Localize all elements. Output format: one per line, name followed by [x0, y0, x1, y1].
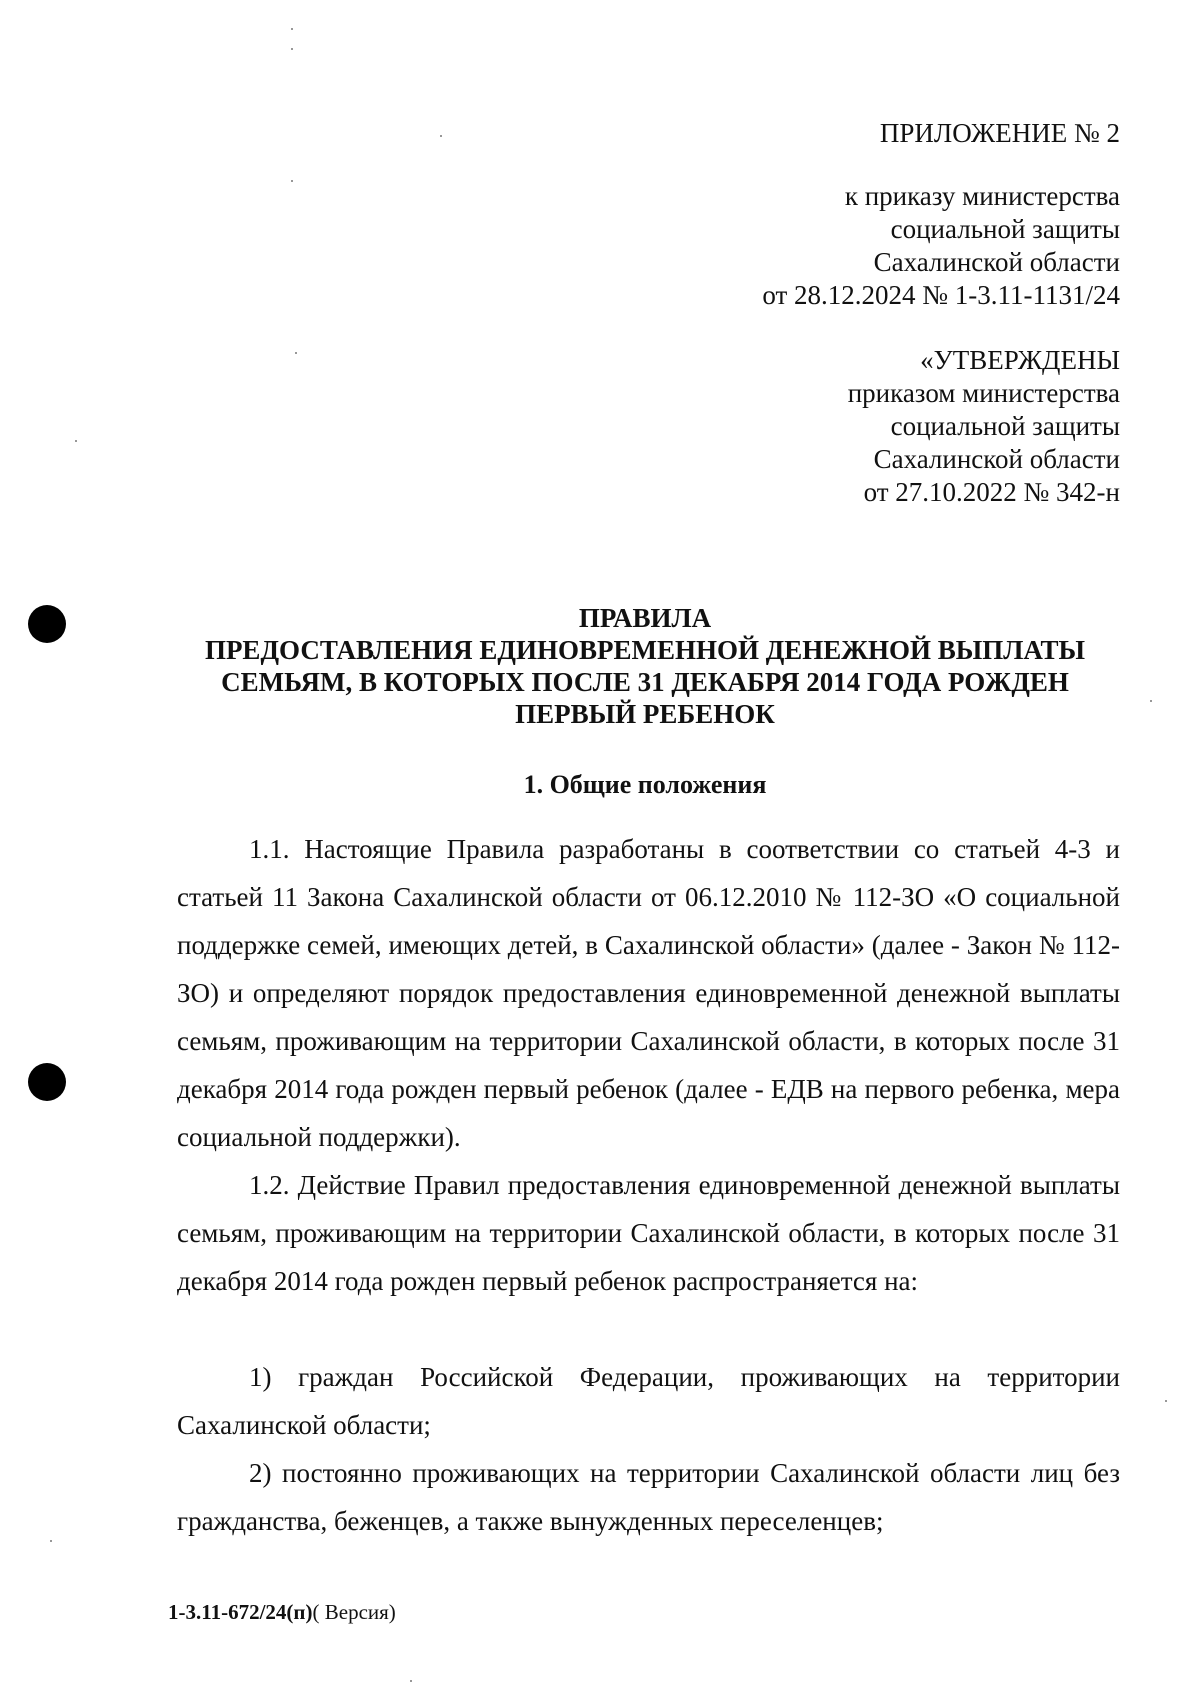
- scan-speck: [75, 440, 77, 442]
- scan-speck: [291, 28, 293, 30]
- approved-reference-line: социальной защиты: [890, 411, 1120, 441]
- order-reference-line: Сахалинской области: [873, 247, 1120, 277]
- approved-reference: [848, 344, 1120, 509]
- scan-speck: [440, 135, 442, 137]
- list-item-text: 1) граждан Российской Федерации, проживающих на территории Сахалинской области;: [177, 1362, 1120, 1440]
- appendix-number: ПРИЛОЖЕНИЕ № 2: [879, 118, 1120, 148]
- scan-speck: [1165, 1400, 1167, 1402]
- order-reference-line: к приказу министерства: [844, 181, 1120, 211]
- list-item-text: 2) постоянно проживающих на территории Сахалинской области лиц без гражданства, беженцев, а также вынужденных переселенцев;: [177, 1458, 1120, 1536]
- appendix-label: [880, 117, 1120, 150]
- approved-reference-line: «УТВЕРЖДЕНЫ: [920, 345, 1120, 375]
- list-item-2: [177, 1449, 1120, 1545]
- section-heading: 1. Общие положения: [523, 770, 767, 799]
- title-line: ПРЕДОСТАВЛЕНИЯ ЕДИНОВРЕМЕННОЙ ДЕНЕЖНОЙ ВЫПЛАТЫ: [204, 635, 1086, 665]
- scan-speck: [291, 48, 293, 50]
- paragraph-text: 1.1. Настоящие Правила разработаны в соответствии со статьей 4-3 и статьей 11 Закона Сахалинской области от 06.12.2010 № 112-ЗО «О социальной поддержке семей, имеющих детей, в Сахалинской области» (далее - Закон № 112-ЗО) и определяют порядок предоставления единовременной денежной выплаты семьям, проживающим на территории Сахалинской области, в которых после 31 декабря 2014 года рожден первый ребенок (далее - ЕДВ на первого ребенка, мера социальной поддержки).: [177, 834, 1120, 1152]
- order-reference-line: от 28.12.2024 № 1-3.11-1131/24: [762, 280, 1120, 310]
- hole-punch-mark-bottom: [28, 1063, 66, 1101]
- paragraph-1-2: [177, 1161, 1120, 1305]
- order-reference: [762, 180, 1120, 312]
- scan-speck: [295, 352, 297, 354]
- document-title: [180, 602, 1110, 730]
- document-version: ( Версия): [312, 1600, 396, 1624]
- document-code: 1-3.11-672/24(п): [168, 1600, 313, 1624]
- title-line: ПЕРВЫЙ РЕБЕНОК: [515, 699, 775, 729]
- scan-speck: [50, 1540, 52, 1542]
- order-reference-line: социальной защиты: [890, 214, 1120, 244]
- list-item-1: [177, 1353, 1120, 1449]
- paragraph-text: 1.2. Действие Правил предоставления единовременной денежной выплаты семьям, проживающим на территории Сахалинской области, в которых после 31 декабря 2014 года рожден первый ребенок распространяется на:: [177, 1170, 1120, 1296]
- approved-reference-line: Сахалинской области: [873, 444, 1120, 474]
- approved-reference-line: приказом министерства: [847, 378, 1120, 408]
- paragraph-1-1: [177, 825, 1120, 1161]
- document-footer: [168, 1600, 396, 1625]
- title-line: ПРАВИЛА: [578, 603, 712, 633]
- hole-punch-mark-top: [28, 605, 66, 643]
- scan-speck: [1150, 700, 1152, 702]
- scan-speck: [291, 180, 293, 182]
- title-line: СЕМЬЯМ, В КОТОРЫХ ПОСЛЕ 31 ДЕКАБРЯ 2014 ГОДА РОЖДЕН: [221, 667, 1069, 697]
- approved-reference-line: от 27.10.2022 № 342-н: [863, 477, 1120, 507]
- scan-speck: [410, 1680, 412, 1682]
